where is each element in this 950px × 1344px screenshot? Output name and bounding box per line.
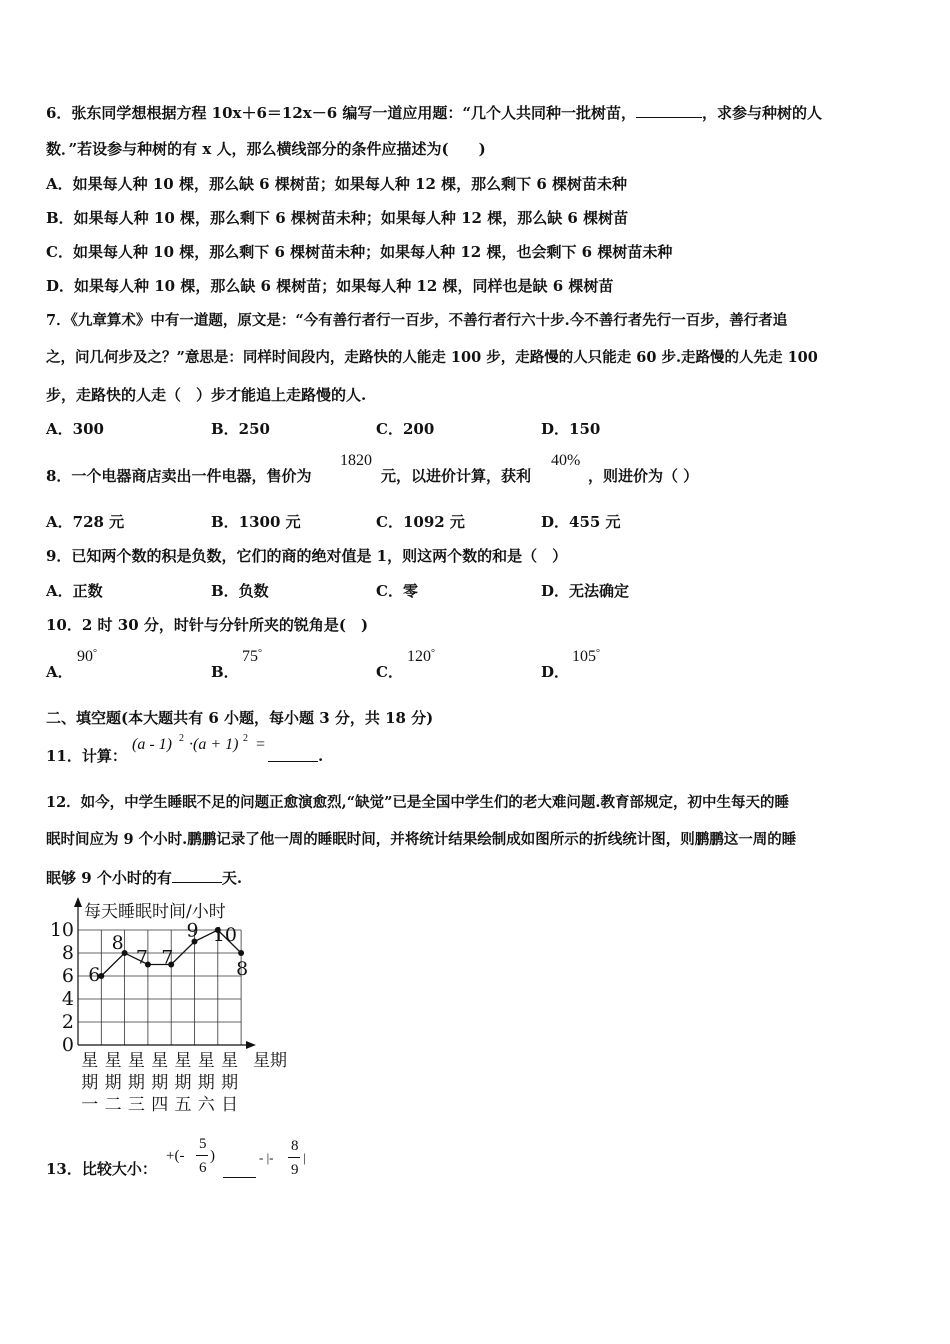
q7-option-c: C．200 — [376, 420, 435, 438]
category-label: 二 — [104, 1095, 122, 1115]
category-label: 四 — [151, 1095, 169, 1115]
category-label: 星 — [197, 1051, 215, 1071]
q8-text-a: 8．一个电器商店卖出一件电器，售价为 — [46, 467, 312, 485]
category-label: 期 — [127, 1073, 145, 1093]
q13-minus-abs: - |- — [259, 1150, 274, 1165]
q8-text-c: ，则进价为（ ） — [588, 467, 699, 485]
q13-blank[interactable] — [223, 1162, 256, 1178]
q11-expr-b: ·(a + 1) — [189, 736, 239, 753]
category-label: 星 — [221, 1051, 239, 1071]
q9-option-b: B．负数 — [211, 582, 269, 600]
data-label: 10 — [212, 924, 237, 946]
x-axis-arrow — [246, 1041, 256, 1049]
q7-option-d: D．150 — [541, 420, 601, 438]
category-label: 一 — [81, 1095, 99, 1115]
y-tick-label: 2 — [61, 1011, 74, 1033]
q7-line1: 7．《九章算术》中有一道题，原文是：“今有善行者行一百步，不善行者行六十步.今不善行者先行一百步，善行者追 — [46, 312, 788, 329]
q10-letter-d: D． — [541, 663, 570, 681]
q11-period: . — [318, 747, 324, 765]
data-point — [238, 950, 244, 956]
q10-value-c: 120° — [407, 648, 435, 665]
category-label: 星 — [81, 1051, 99, 1071]
q13-frac1-bar — [196, 1155, 208, 1156]
category-label: 日 — [221, 1095, 239, 1115]
q11-label: 11．计算： — [46, 747, 127, 765]
category-label: 期 — [81, 1073, 99, 1093]
q6-option-c: C．如果每人种 10 棵，那么剩下 6 棵树苗未种；如果每人种 12 棵，也会剩下 6 棵树苗未种 — [46, 243, 673, 261]
q7-line3: 步，走路快的人走（ ）步才能追上走路慢的人. — [46, 386, 367, 404]
q10-text: 10．2 时 30 分，时针与分针所夹的锐角是( ) — [46, 616, 369, 634]
q6-line1-text: 6．张东同学想根据方程 10x＋6＝12x－6 编写一道应用题：“几个人共同种一批树苗， — [46, 104, 637, 122]
category-label: 六 — [197, 1095, 215, 1115]
q13-den2: 9 — [291, 1162, 299, 1178]
category-label: 期 — [197, 1073, 215, 1093]
q8-price: 1820 — [340, 452, 372, 469]
q8-option-b: B．1300 元 — [211, 513, 301, 531]
chart-x-title: 星期 — [253, 1051, 287, 1071]
y-tick-label: 6 — [61, 965, 74, 987]
chart-categories — [81, 1051, 238, 1115]
q6-line1-tail: ，求参与种树的人 — [702, 104, 823, 122]
category-label: 星 — [151, 1051, 169, 1071]
chart-grid — [78, 930, 241, 1045]
category-label: 三 — [127, 1095, 145, 1115]
q11-expr-a: (a - 1) — [132, 736, 172, 753]
category-label: 期 — [104, 1073, 122, 1093]
data-label: 7 — [161, 946, 174, 969]
q7-option-a: A．300 — [46, 420, 104, 438]
q10-value-a: 90° — [77, 648, 97, 665]
category-label: 期 — [221, 1073, 239, 1093]
q8-option-d: D．455 元 — [541, 513, 621, 531]
q13-frac2-bar — [288, 1157, 300, 1158]
data-label: 7 — [135, 946, 148, 969]
q11-blank[interactable] — [268, 746, 318, 762]
category-label: 期 — [174, 1073, 192, 1093]
sleep-line-chart — [40, 893, 310, 1123]
q12-blank[interactable] — [172, 867, 222, 883]
q8-text-b: 元，以进价计算，获利 — [381, 467, 532, 485]
q12-line3 — [46, 867, 242, 888]
category-label: 星 — [104, 1051, 122, 1071]
q6-option-d: D．如果每人种 10 棵，那么缺 6 棵树苗；如果每人种 12 棵，同样也是缺 6 棵树苗 — [46, 277, 614, 295]
q9-text: 9．已知两个数的积是负数，它们的商的绝对值是 1，则这两个数的和是（ ） — [46, 547, 568, 565]
section2-title: 二、填空题(本大题共有 6 小题，每小题 3 分，共 18 分) — [46, 709, 434, 727]
data-label: 8 — [111, 932, 124, 954]
q6-option-a: A．如果每人种 10 棵，那么缺 6 棵树苗；如果每人种 12 棵，那么剩下 6 棵树苗未种 — [46, 175, 628, 193]
q13-plus-paren: +(- — [166, 1148, 185, 1164]
y-tick-label: 0 — [61, 1034, 74, 1056]
q10-letter-c: C． — [376, 663, 403, 681]
q11-exp1: 2 — [179, 733, 184, 744]
q6-line1 — [46, 102, 822, 123]
q12-line3-text: 眠够 9 个小时的有 — [46, 869, 172, 887]
data-label: 6 — [88, 964, 101, 986]
q8-option-a: A．728 元 — [46, 513, 125, 531]
q8-profit: 40% — [551, 452, 581, 469]
q9-option-c: C．零 — [376, 582, 418, 600]
q13-num1: 5 — [199, 1136, 207, 1152]
q6-line2: 数．”若设参与种树的有 x 人，那么横线部分的条件应描述为( ) — [46, 140, 486, 158]
q10-letter-b: B． — [211, 663, 239, 681]
q12-line2: 眠时间应为 9 个小时.鹏鹏记录了他一周的睡眠时间，并将统计结果绘制成如图所示的折线统计图，则鹏鹏这一周的睡 — [46, 831, 797, 848]
q12-line3-tail: 天. — [221, 869, 243, 887]
chart-y-ticks — [50, 919, 74, 1056]
data-label: 8 — [236, 958, 249, 980]
q10-letter-a: A． — [46, 663, 73, 681]
q9-option-d: D．无法确定 — [541, 582, 630, 600]
q7-option-b: B．250 — [211, 420, 270, 438]
chart-y-title: 每天睡眠时间/小时 — [84, 902, 226, 922]
q13-num2: 8 — [291, 1138, 299, 1154]
q13-bar: | — [303, 1150, 306, 1165]
q9-option-a: A．正数 — [46, 582, 103, 600]
q10-value-d: 105° — [572, 648, 600, 665]
y-axis-arrow — [74, 897, 82, 907]
category-label: 星 — [174, 1051, 192, 1071]
q7-line2: 之，问几何步及之？”意思是：同样时间段内，走路快的人能走 100 步，走路慢的人只能走 60 步.走路慢的人先走 100 — [46, 349, 818, 366]
q6-blank[interactable] — [636, 102, 702, 118]
q11-equals: = — [256, 736, 266, 753]
data-label: 9 — [186, 919, 199, 942]
category-label: 星 — [127, 1051, 145, 1071]
q13-den1: 6 — [199, 1160, 207, 1176]
q12-line1: 12．如今，中学生睡眠不足的问题正愈演愈烈,“缺觉”已是全国中学生们的老大难问题.教育部规定，初中生每天的睡 — [46, 794, 789, 811]
q13-close: ) — [210, 1148, 215, 1164]
q6-option-b: B．如果每人种 10 棵，那么剩下 6 棵树苗未种；如果每人种 12 棵，那么缺 6 棵树苗 — [46, 209, 629, 227]
y-tick-label: 8 — [61, 942, 74, 964]
y-tick-label: 4 — [61, 988, 74, 1010]
q11-exp2: 2 — [243, 733, 248, 744]
category-label: 期 — [151, 1073, 169, 1093]
y-tick-label: 10 — [49, 919, 74, 941]
q8-option-c: C．1092 元 — [376, 513, 465, 531]
q10-value-b: 75° — [242, 648, 262, 665]
category-label: 五 — [174, 1095, 192, 1115]
q13-label: 13．比较大小： — [46, 1160, 157, 1178]
